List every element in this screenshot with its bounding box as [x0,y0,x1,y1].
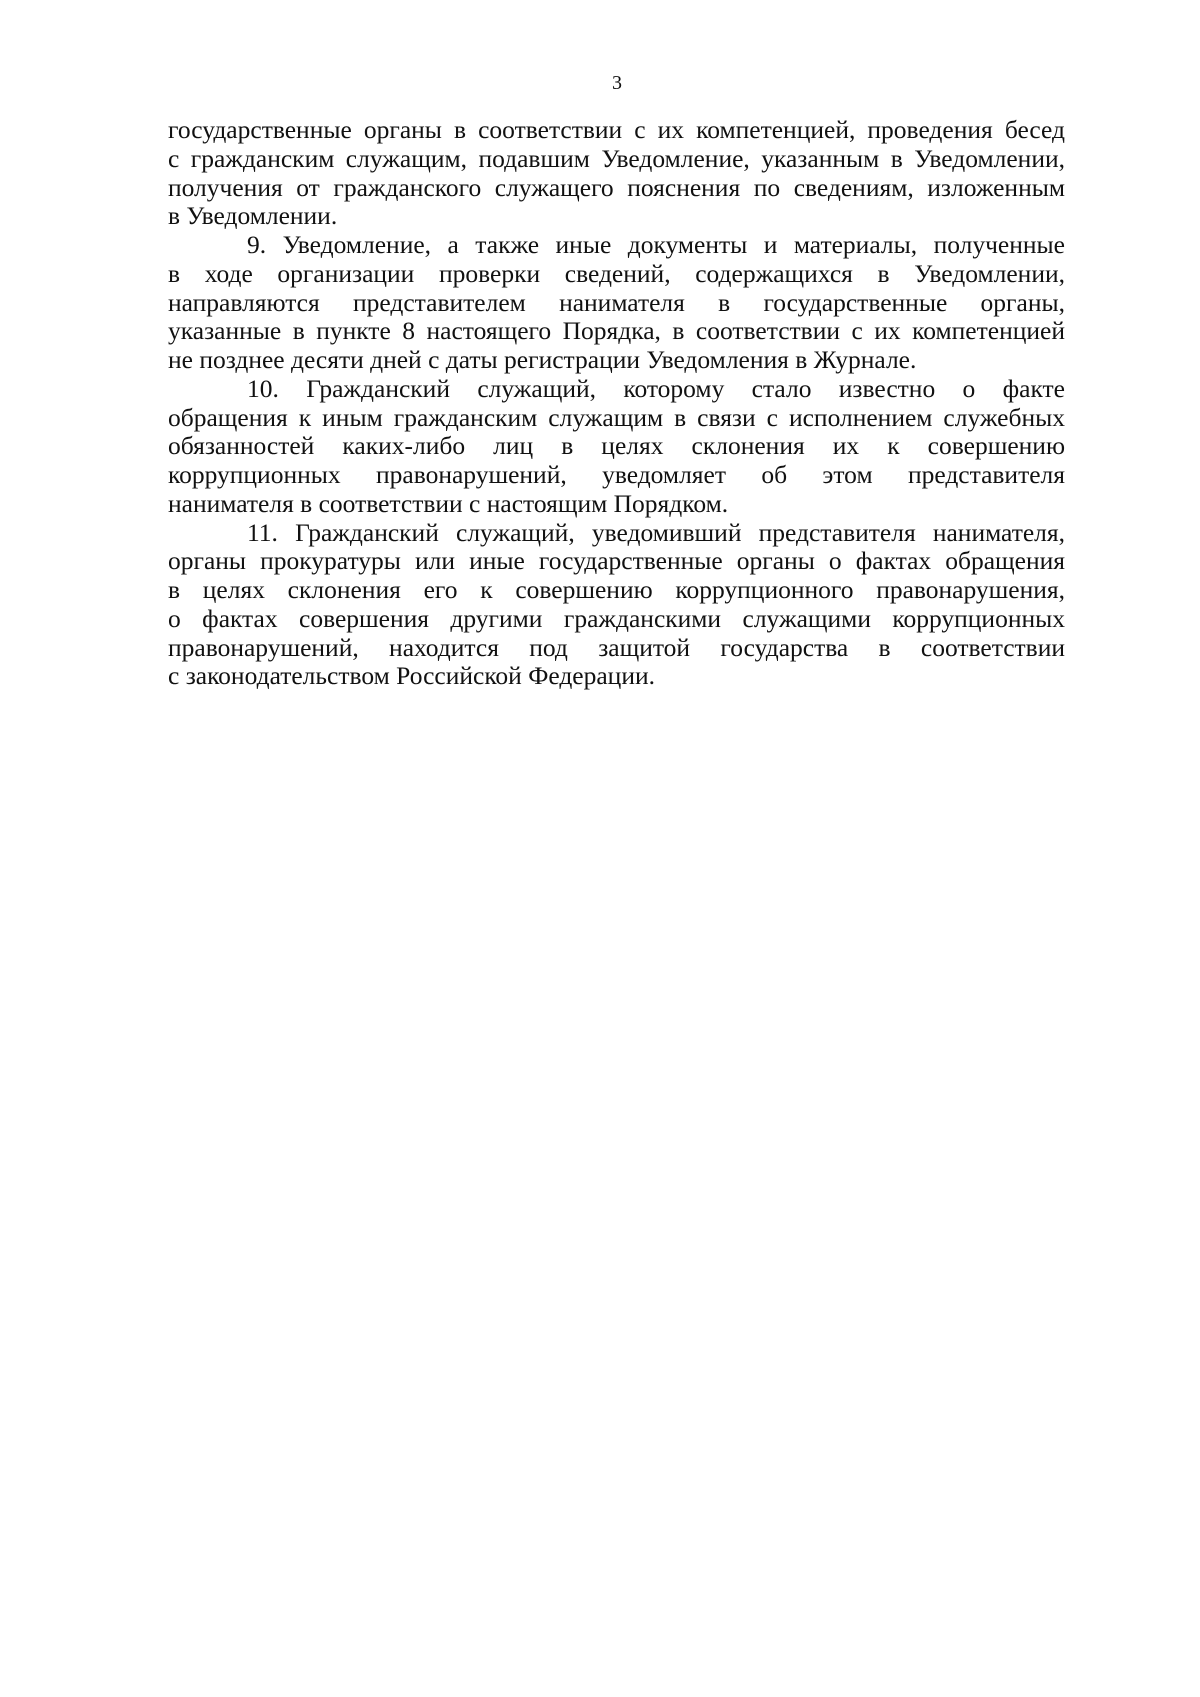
text-line: обязанностей каких-либо лиц в целях склонения их к совершению [168,432,1065,461]
text-line: 10. Гражданский служащий, которому стало известно о факте [247,374,1065,403]
text-line: получения от гражданского служащего пояснения по сведениям, изложенным [168,173,1065,202]
text-line: коррупционных правонарушений, уведомляет об этом представителя [168,461,1065,489]
paragraph-11 [168,519,1065,692]
paragraph-10 [168,375,1065,519]
text-line: нанимателя в соответствии с настоящим Порядком. [168,488,729,518]
paragraph-8-continuation [168,116,1065,231]
text-line: 11. Гражданский служащий, уведомивший представителя нанимателя, [247,518,1065,547]
text-line: в Уведомлении. [168,201,338,231]
text-line: о фактах совершения другими гражданскими служащими коррупционных [168,604,1065,633]
text-line: не позднее десяти дней с даты регистрации Уведомления в Журнале. [168,345,917,374]
text-line: органы прокуратуры или иные государственные органы о фактах обращения [168,547,1065,576]
document-body [168,116,1065,691]
text-line: 9. Уведомление, а также иные документы и материалы, полученные [247,231,1065,259]
paragraph-9 [168,231,1065,375]
text-line: обращения к иным гражданским служащим в связи с исполнением служебных [168,403,1065,432]
text-line: правонарушений, находится под защитой государства в соответствии [168,633,1065,662]
text-line: государственные органы в соответствии с их компетенцией, проведения бесед [168,116,1065,144]
text-line: с гражданским служащим, подавшим Уведомление, указанным в Уведомлении, [168,144,1065,173]
page-number: 3 [612,72,622,94]
text-line: с законодательством Российской Федерации. [168,661,655,691]
text-line: в целях склонения его к совершению коррупционного правонарушения, [168,576,1065,604]
text-line: указанные в пункте 8 настоящего Порядка, в соответствии с их компетенцией [168,317,1065,346]
text-line: направляются представителем нанимателя в государственные органы, [168,288,1065,317]
text-line: в ходе организации проверки сведений, содержащихся в Уведомлении, [168,259,1065,288]
